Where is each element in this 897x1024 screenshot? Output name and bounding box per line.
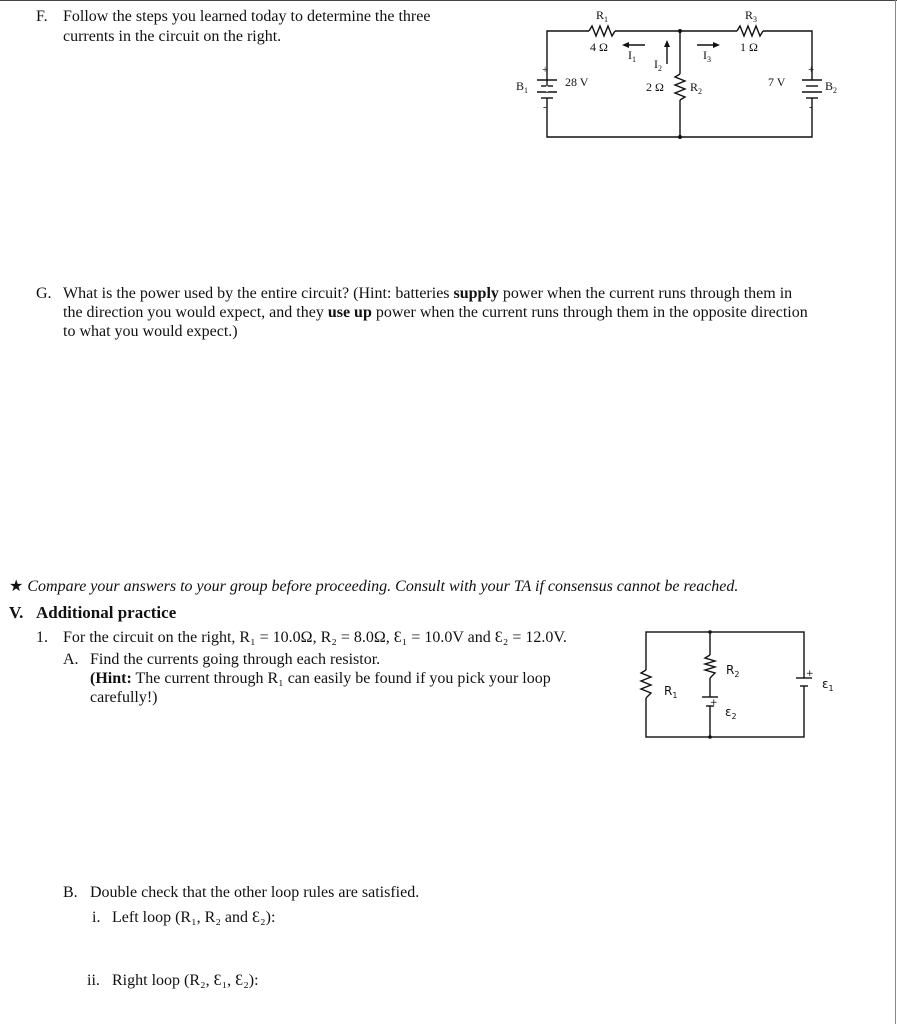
question-f-label: F. [36, 8, 48, 25]
problem-1-text: For the circuit on the right, R₁ = 10.0Ω, R₂ = 8.0Ω, Ɛ₁ = 10.0V and Ɛ₂ = 12.0V. [63, 629, 567, 646]
circuit2-junction-bottom [708, 735, 712, 739]
right-margin-rule [895, 0, 896, 1024]
i1-label: $I_1$ [628, 48, 636, 64]
r1-label: $R_1$ [596, 8, 609, 24]
part-b-label: B. [63, 884, 78, 901]
part-a-text: Find the currents going through each resistor. [90, 651, 381, 668]
compare-note: ★ Compare your answers to your group before proceeding. Consult with your TA if consensus cannot be reached. [9, 578, 739, 595]
circuit2-r1-label: $R_1$ [664, 684, 678, 700]
part-b-ii-label: ii. [87, 972, 100, 989]
r2-value: 2 Ω [646, 80, 664, 94]
circuit2-e1-label: $\varepsilon_1$ [822, 677, 834, 693]
part-b-ii-text: Right loop (R₂, Ɛ₁, Ɛ₂): [112, 972, 259, 989]
r1-value: 4 Ω [590, 40, 608, 54]
circuit2-e2-label: $\varepsilon_2$ [725, 705, 737, 721]
circuit-diagram-2 [0, 600, 897, 760]
b2-plus: + [808, 64, 815, 76]
question-g-line2: the direction you would expect, and they use up power when the current runs through them in the opposite direction [63, 304, 808, 321]
wire-top-right [763, 31, 815, 80]
resistor-r1-zigzag [589, 26, 615, 36]
hint-line2: carefully!) [90, 689, 158, 706]
section-v-title: Additional practice [36, 603, 177, 622]
b2-label: $B_2$ [825, 79, 838, 95]
b1-voltage: 28 V [565, 75, 589, 89]
arrowhead-i3 [713, 42, 720, 48]
part-b-i-label: i. [92, 909, 101, 926]
i3-label: $I_3$ [703, 48, 711, 64]
question-g-line1: What is the power used by the entire circuit? (Hint: batteries supply power when the current runs through them in [63, 285, 793, 302]
part-b-text: Double check that the other loop rules are satisfied. [90, 884, 420, 901]
circuit2-e2-plus: + [710, 698, 718, 708]
part-a-label: A. [63, 651, 79, 668]
resistor-r2-zigzag [675, 74, 685, 100]
r3-label: $R_3$ [745, 8, 758, 24]
question-f-line2: currents in the circuit on the right. [63, 28, 282, 45]
circuit2-r2-label: $R_2$ [726, 663, 740, 679]
r2-label: $R_2$ [690, 80, 703, 96]
problem-1-number: 1. [36, 629, 48, 646]
junction-top [678, 29, 682, 33]
arrowhead-i2 [664, 40, 670, 47]
part-b-i-text: Left loop (R₁, R₂ and Ɛ₂): [112, 909, 276, 926]
question-f-line1: Follow the steps you learned today to determine the three [63, 8, 431, 25]
b2-voltage: 7 V [768, 75, 786, 89]
resistor-r3-zigzag [737, 26, 763, 36]
b1-label: $B_1$ [516, 79, 529, 95]
b1-plus: + [542, 64, 549, 76]
circuit2-e1-plus: + [806, 669, 814, 679]
i2-label: $I_2$ [654, 57, 662, 73]
question-g-line3: to what you would expect.) [63, 323, 238, 340]
b1-minus: - [543, 101, 547, 113]
b2-minus: - [809, 101, 813, 113]
circuit2-junction-top [708, 630, 712, 634]
circuit-diagram-1 [0, 0, 897, 150]
star-icon: ★ [9, 578, 24, 595]
r3-value: 1 Ω [740, 40, 758, 54]
junction-bottom [678, 135, 682, 139]
question-g-label: G. [36, 285, 52, 302]
section-v-label: V. [9, 603, 24, 622]
hint-line1: (Hint: The current through R₁ can easily be found if you pick your loop [90, 670, 551, 687]
